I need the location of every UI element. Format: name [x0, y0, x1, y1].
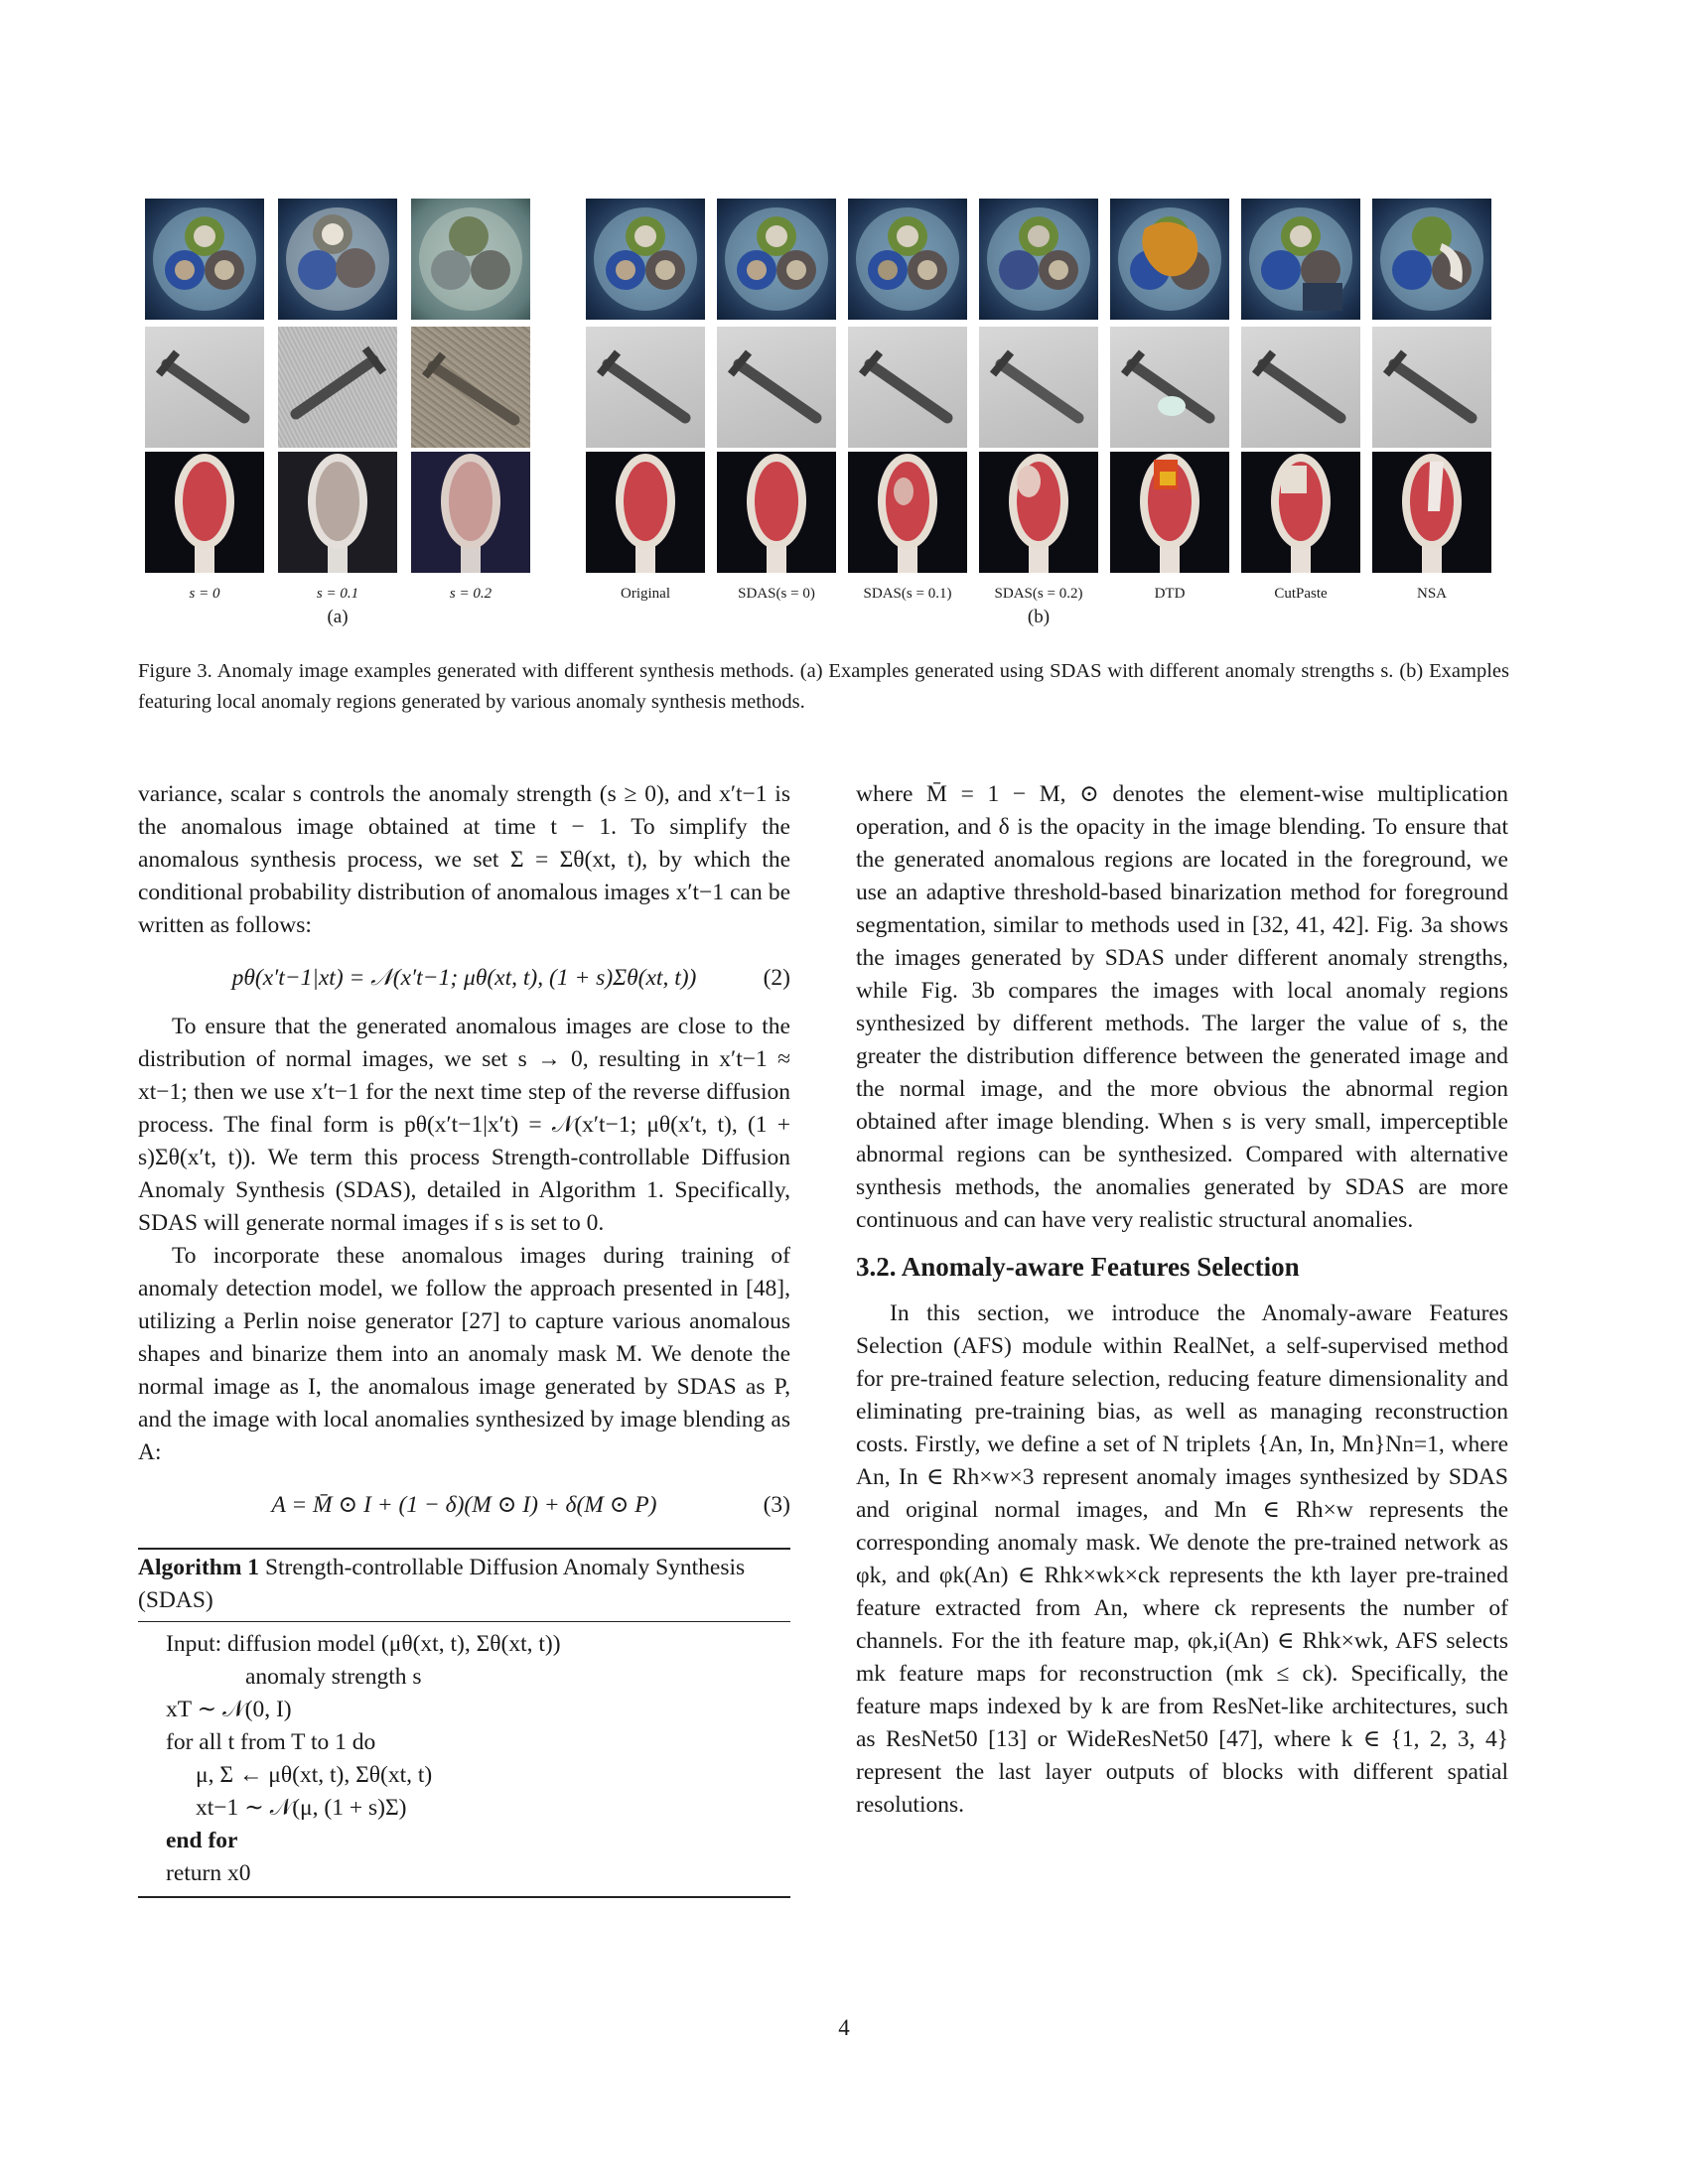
toothbrush-image — [1110, 452, 1229, 573]
cable-image — [848, 199, 967, 320]
fig-label-a-2: s = 0.2 — [449, 586, 492, 602]
fig-label-a-1: s = 0.1 — [316, 586, 359, 602]
cable-image — [1372, 199, 1491, 320]
toothbrush-image — [1372, 452, 1491, 573]
screw-image — [1372, 327, 1491, 448]
fig-label-a-0: s = 0 — [189, 586, 220, 602]
cable-image — [278, 199, 397, 320]
thumb-b-cable-nsa — [1372, 199, 1491, 320]
toothbrush-image — [979, 452, 1098, 573]
thumb-b-screw-cutpaste — [1241, 327, 1360, 448]
thumb-b-screw-dtd — [1110, 327, 1229, 448]
thumb-a-screw-s0 — [145, 327, 264, 448]
thumb-b-cable-dtd — [1110, 199, 1229, 320]
thumb-a-cable-s01 — [278, 199, 397, 320]
screw-image — [717, 327, 836, 448]
screw-image — [1110, 327, 1229, 448]
paragraph: To ensure that the generated anomalous images are close to the distribution of normal images, we set s → 0, resulting in x′t−1 ≈ xt−1; then we use x′t−1 for the next time step of the reverse diffusion process. The final form is pθ(x′t−1|x′t) = 𝒩(x′t−1; μθ(x′t, t), (1 + s)Σθ(x′t, t)). We term this process Strength-controllable Diffusion Anomaly Synthesis (SDAS), detailed in Algorithm 1. Specifically, SDAS will generate normal images if s is set to 0. — [138, 1014, 790, 1236]
thumb-b-cable-sdas0 — [717, 199, 836, 320]
toothbrush-image — [848, 452, 967, 573]
algorithm-body — [138, 1622, 790, 1896]
screw-image — [145, 327, 264, 448]
equation-number: (2) — [763, 965, 790, 991]
algorithm-1 — [138, 1548, 790, 1898]
toothbrush-image — [1241, 452, 1360, 573]
thumb-b-brush-sdas02 — [979, 452, 1098, 573]
toothbrush-image — [145, 452, 264, 573]
section-heading: 3.2. Anomaly-aware Features Selection — [856, 1252, 1300, 1282]
paragraph: variance, scalar s controls the anomaly strength (s ≥ 0), and x′t−1 is the anomalous image obtained at time t − 1. To simplify the anomalous synthesis process, we set Σ = Σθ(xt, t), by which the conditional probability distribution of anomalous images x′t−1 can be written as follows: — [138, 781, 790, 938]
thumb-b-brush-cutpaste — [1241, 452, 1360, 573]
toothbrush-image — [717, 452, 836, 573]
thumb-b-screw-sdas01 — [848, 327, 967, 448]
right-column — [856, 778, 1508, 1822]
fig-label-b-5: CutPaste — [1274, 586, 1328, 602]
cable-image — [717, 199, 836, 320]
paragraph: where M̄ = 1 − M, ⊙ denotes the element-wise multiplication operation, and δ is the opacity in the image blending. To ensure that the generated anomalous regions are located in the foreground, we use an adaptive threshold-based binarization method for foreground segmentation, similar to methods used in [32, 41, 42]. Fig. 3a shows the images generated by SDAS under different anomaly strengths, while Fig. 3b compares the images with local anomaly regions synthesized by different methods. The larger the value of s, the greater the distribution difference between the generated image and the normal image, and the more obvious the abnormal region obtained after image blending. When s is very small, imperceptible abnormal regions can be synthesized. Compared with alternative synthesis methods, the anomalies generated by SDAS are more continuous and can have very realistic structural anomalies. — [856, 781, 1508, 1233]
algo-line: xt−1 ∼ 𝒩(μ, (1 + s)Σ) — [196, 1795, 407, 1821]
equation-number: (3) — [763, 1492, 790, 1518]
fig-label-b-1: SDAS(s = 0) — [738, 586, 815, 602]
sub-label-b: (b) — [1027, 607, 1051, 627]
fig-label-b-4: DTD — [1154, 586, 1186, 602]
thumb-a-screw-s01 — [278, 327, 397, 448]
algo-line: end for — [166, 1828, 238, 1853]
equation-body: A = M̄ ⊙ I + (1 − δ)(M ⊙ I) + δ(M ⊙ P) — [271, 1492, 657, 1518]
thumb-b-screw-sdas0 — [717, 327, 836, 448]
page-number: 4 — [838, 2015, 850, 2040]
toothbrush-image — [278, 452, 397, 573]
algo-line: return x0 — [166, 1860, 251, 1886]
algorithm-label: Algorithm 1 — [138, 1555, 260, 1580]
thumb-b-cable-sdas01 — [848, 199, 967, 320]
thumb-b-brush-dtd — [1110, 452, 1229, 573]
thumb-a-brush-s02 — [411, 452, 530, 573]
paragraph: To incorporate these anomalous images during training of anomaly detection model, we follow the approach presented in [48], utilizing a Perlin noise generator [27] to capture various anomalous shapes and binarize them into an anomaly mask M. We denote the normal image as I, the anomalous image generated by SDAS as P, and the image with local anomalies synthesized by image blending as A: — [138, 1243, 790, 1465]
thumb-b-screw-original — [586, 327, 705, 448]
algo-line: for all t from T to 1 do — [166, 1729, 376, 1755]
thumb-b-brush-sdas01 — [848, 452, 967, 573]
cable-image — [411, 199, 530, 320]
toothbrush-image — [411, 452, 530, 573]
algorithm-title — [138, 1550, 790, 1622]
thumb-a-brush-s01 — [278, 452, 397, 573]
cable-image — [1110, 199, 1229, 320]
thumb-a-brush-s0 — [145, 452, 264, 573]
toothbrush-image — [586, 452, 705, 573]
screw-image — [979, 327, 1098, 448]
thumb-b-brush-sdas0 — [717, 452, 836, 573]
paragraph: In this section, we introduce the Anomaly-aware Features Selection (AFS) module within RealNet, a self-supervised method for pre-trained feature selection, reducing feature dimensionality and eliminating pre-training bias, as well as managing reconstruction costs. Firstly, we define a set of N triplets {An, In, Mn}Nn=1, where An, In ∈ Rh×w×3 represent anomaly images synthesized by SDAS and original normal images, and Mn ∈ Rh×w represents the corresponding anomaly mask. We denote the pre-trained network as φk, and φk(An) ∈ Rhk×wk×ck represents the kth layer pre-trained feature extracted from An, where ck represents the number of channels. For the ith feature map, φk,i(An) ∈ Rhk×wk, AFS selects mk feature maps for reconstruction (mk ≤ ck). Specifically, the feature maps indexed by k are from ResNet-like architectures, such as ResNet50 [13] or WideResNet50 [47], where k ∈ {1, 2, 3, 4} represent the last layer outputs of blocks with different spatial resolutions. — [856, 1300, 1508, 1818]
sub-label-a: (a) — [327, 607, 349, 627]
fig-label-b-3: SDAS(s = 0.2) — [994, 586, 1083, 602]
equation-2 — [138, 962, 790, 995]
equation-body: pθ(x′t−1|xt) = 𝒩(x′t−1; μθ(xt, t), (1 + s)Σθ(xt, t)) — [231, 965, 697, 991]
algo-line: xT ∼ 𝒩(0, I) — [166, 1697, 292, 1722]
algo-line: anomaly strength s — [245, 1664, 422, 1690]
cable-image — [979, 199, 1098, 320]
cable-image — [145, 199, 264, 320]
thumb-b-cable-sdas02 — [979, 199, 1098, 320]
thumb-b-screw-nsa — [1372, 327, 1491, 448]
algo-line: μ, Σ ← μθ(xt, t), Σθ(xt, t) — [196, 1762, 433, 1788]
thumb-b-brush-nsa — [1372, 452, 1491, 573]
cable-image — [586, 199, 705, 320]
thumb-b-screw-sdas02 — [979, 327, 1098, 448]
thumb-a-screw-s02 — [411, 327, 530, 448]
screw-image — [586, 327, 705, 448]
fig-label-b-2: SDAS(s = 0.1) — [863, 586, 952, 602]
left-column — [138, 778, 790, 1898]
screw-image — [848, 327, 967, 448]
equation-3 — [138, 1489, 790, 1522]
thumb-b-cable-cutpaste — [1241, 199, 1360, 320]
algorithm-name: Strength-controllable Diffusion Anomaly Synthesis (SDAS) — [138, 1555, 746, 1613]
thumb-b-brush-original — [586, 452, 705, 573]
fig-label-b-6: NSA — [1416, 586, 1447, 602]
algo-line: Input: diffusion model (μθ(xt, t), Σθ(xt, t)) — [166, 1631, 561, 1657]
figure-caption: Figure 3. Anomaly image examples generated with different synthesis methods. (a) Examples generated using SDAS with different anomaly strengths s. (b) Examples featuring local anomaly regions generated by various anomaly synthesis methods. — [138, 660, 1509, 713]
cable-image — [1241, 199, 1360, 320]
thumb-a-cable-s0 — [145, 199, 264, 320]
screw-image — [1241, 327, 1360, 448]
fig-label-b-0: Original — [621, 586, 670, 602]
thumb-a-cable-s02 — [411, 199, 530, 320]
screw-image — [411, 327, 530, 448]
thumb-b-cable-original — [586, 199, 705, 320]
screw-image — [278, 327, 397, 448]
